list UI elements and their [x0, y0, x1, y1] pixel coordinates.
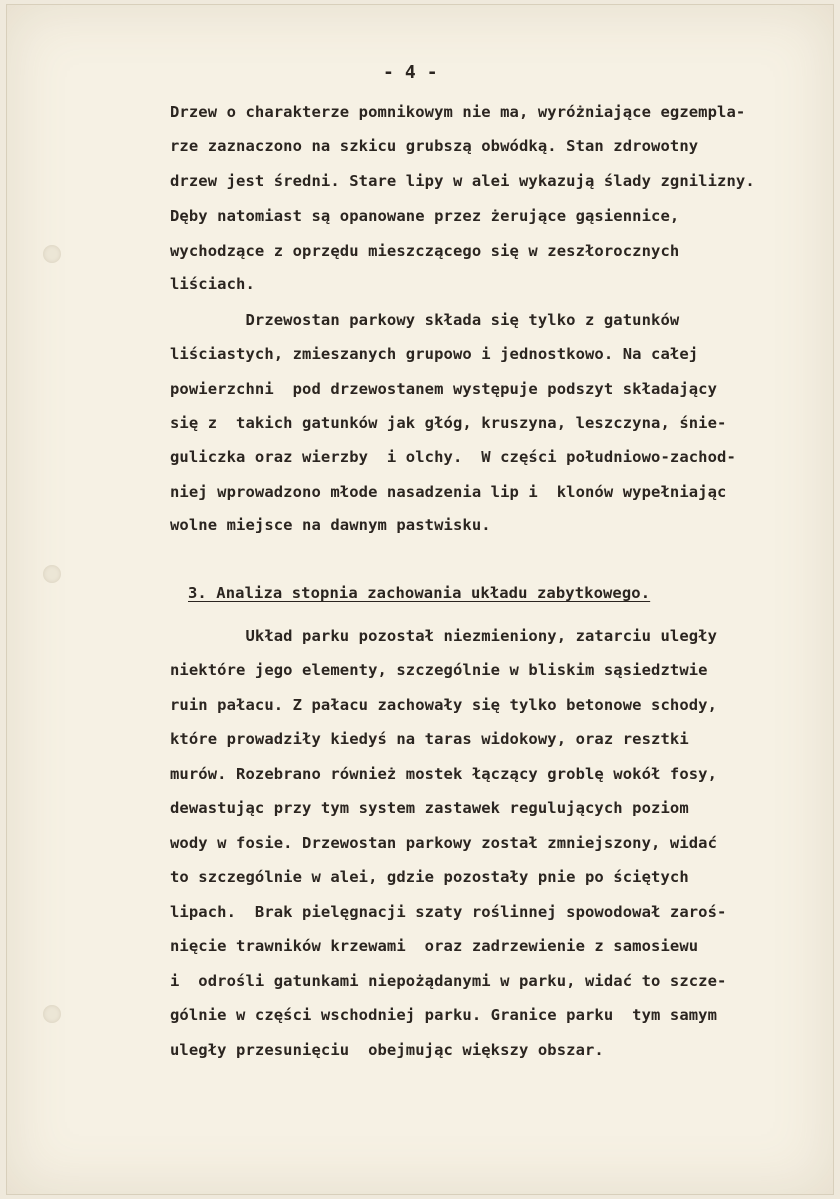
- text-line: ruin pałacu. Z pałacu zachowały się tylko betonowe schody,: [170, 696, 718, 714]
- text-line: uległy przesunięciu obejmując większy obszar.: [170, 1041, 604, 1059]
- punch-hole-mark: [43, 245, 61, 263]
- text-line: i odrośli gatunkami niepożądanymi w parku, widać to szcze-: [170, 972, 727, 990]
- text-line: wychodzące z oprzędu mieszczącego się w zeszłorocznych: [170, 242, 680, 260]
- text-line: wolne miejsce na dawnym pastwisku.: [170, 516, 491, 534]
- text-line: Układ parku pozostał niezmieniony, zatarciu uległy: [170, 627, 718, 645]
- text-line: to szczególnie w alei, gdzie pozostały pnie po ściętych: [170, 868, 689, 886]
- punch-hole-mark: [43, 1005, 61, 1023]
- text-line: niej wprowadzono młode nasadzenia lip i klonów wypełniając: [170, 483, 727, 501]
- text-line: Drzewostan parkowy składa się tylko z gatunków: [170, 311, 680, 329]
- text-line: dewastując przy tym system zastawek regulujących poziom: [170, 799, 689, 817]
- text-line: które prowadziły kiedyś na taras widokowy, oraz resztki: [170, 730, 689, 748]
- text-line: powierzchni pod drzewostanem występuje podszyt składający: [170, 380, 718, 398]
- text-line: niektóre jego elementy, szczególnie w bliskim sąsiedztwie: [170, 661, 708, 679]
- text-line: nięcie trawników krzewami oraz zadrzewienie z samosiewu: [170, 937, 699, 955]
- text-line: gólnie w części wschodniej parku. Granice parku tym samym: [170, 1006, 718, 1024]
- text-line: liściastych, zmieszanych grupowo i jednostkowo. Na całej: [170, 345, 699, 363]
- text-line: rze zaznaczono na szkicu grubszą obwódką. Stan zdrowotny: [170, 137, 699, 155]
- text-line: liściach.: [170, 275, 255, 293]
- punch-hole-mark: [43, 565, 61, 583]
- text-line: się z takich gatunków jak głóg, kruszyna, leszczyna, śnie-: [170, 414, 727, 432]
- text-line: guliczka oraz wierzby i olchy. W części południowo-zachod-: [170, 448, 736, 466]
- text-line: drzew jest średni. Stare lipy w alei wykazują ślady zgnilizny.: [170, 172, 755, 190]
- text-line: lipach. Brak pielęgnacji szaty roślinnej spowodował zaroś-: [170, 903, 727, 921]
- page-number: - 4 -: [383, 62, 438, 83]
- text-line: Dęby natomiast są opanowane przez żerujące gąsiennice,: [170, 207, 680, 225]
- text-line: murów. Rozebrano również mostek łączący groblę wokół fosy,: [170, 765, 718, 783]
- section-heading: 3. Analiza stopnia zachowania układu zabytkowego.: [188, 584, 651, 602]
- text-line: wody w fosie. Drzewostan parkowy został zmniejszony, widać: [170, 834, 718, 852]
- text-line: Drzew o charakterze pomnikowym nie ma, wyróżniające egzempla-: [170, 103, 746, 121]
